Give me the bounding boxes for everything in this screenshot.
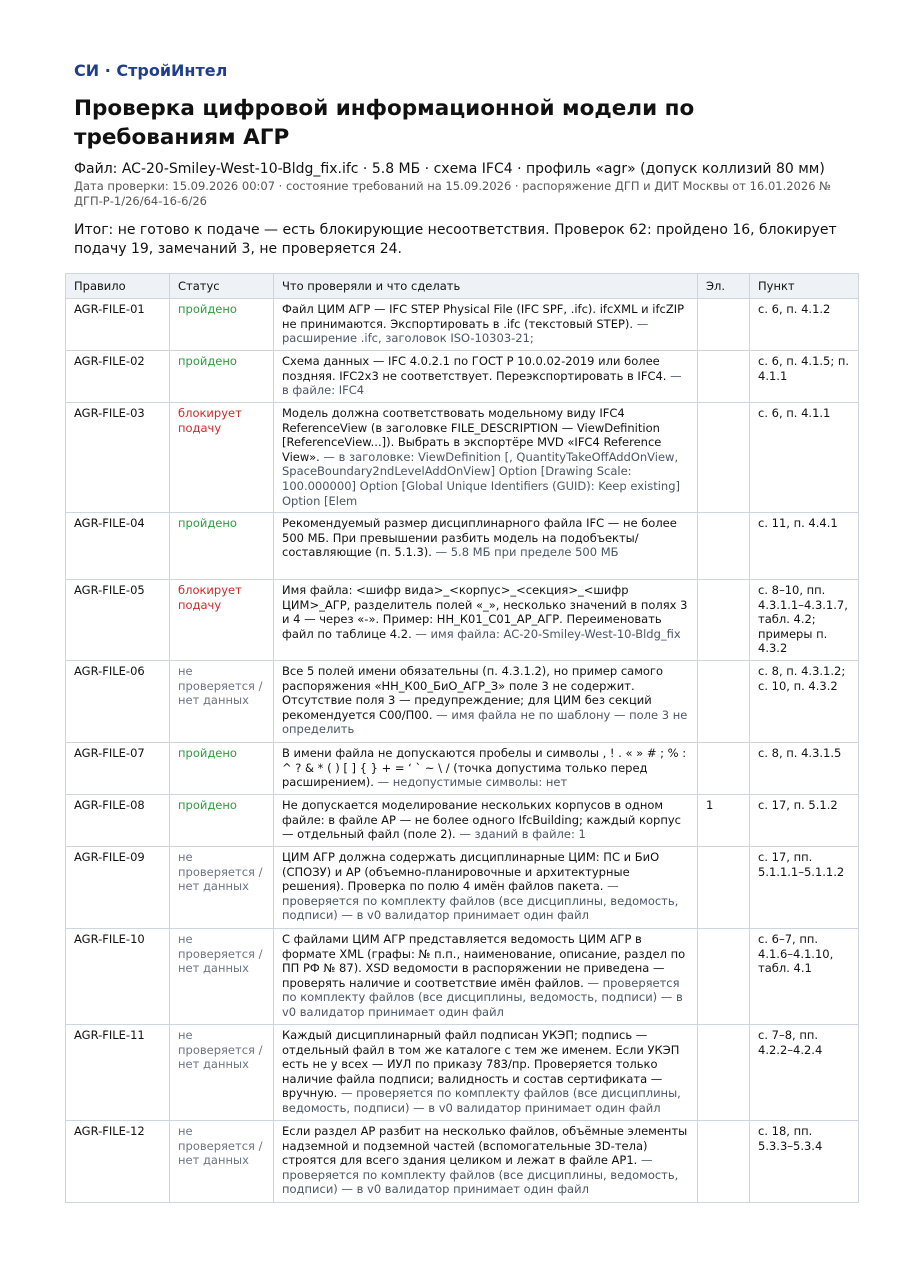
table-row — [66, 299, 859, 351]
clause-ref: с. 8, п. 4.3.1.2; с. 10, п. 4.3.2 — [750, 661, 859, 743]
status-badge: пройдено — [170, 351, 274, 403]
rule-id: AGR-FILE-05 — [66, 580, 170, 661]
table-row — [66, 351, 859, 403]
summary-text: Итог: не готово к подаче — есть блокирующие несоответствия. Проверок 62: пройдено 16, блокирует подачу 19, замечаний 3, не проверяется 24. — [74, 222, 837, 257]
status-badge: пройдено — [170, 513, 274, 580]
col-header-status: Статус — [170, 274, 274, 299]
clause-ref: с. 6, п. 4.1.1 — [750, 403, 859, 513]
check-description — [274, 299, 698, 351]
table-row — [66, 403, 859, 513]
check-requirement: Все 5 полей имени обязательны (п. 4.3.1.2), но пример самого распоряжения «НН_К00_БиО_АГР_З» поле 3 не содержит. Отсутствие поля 3 — предупреждение; для ЦИМ без секций рекомендуется С00/П00. — [282, 664, 663, 722]
check-evidence: — 5.8 МБ при пределе 500 МБ — [431, 545, 619, 560]
col-header-clause: Пункт — [750, 274, 859, 299]
clause-ref: с. 17, п. 5.1.2 — [750, 795, 859, 847]
table-row — [66, 743, 859, 795]
col-header-what: Что проверяли и что сделать — [274, 274, 698, 299]
check-description — [274, 1025, 698, 1121]
table-row — [66, 661, 859, 743]
element-count: 1 — [698, 795, 750, 847]
rule-id: AGR-FILE-03 — [66, 403, 170, 513]
col-header-el: Эл. — [698, 274, 750, 299]
check-description — [274, 847, 698, 929]
status-badge: пройдено — [170, 299, 274, 351]
check-evidence: — имя файла не по шаблону — поле 3 не определить — [282, 707, 688, 737]
element-count — [698, 351, 750, 403]
col-header-rule: Правило — [66, 274, 170, 299]
clause-ref: с. 7–8, пп. 4.2.2–4.2.4 — [750, 1025, 859, 1121]
element-count — [698, 661, 750, 743]
check-requirement: Схема данных — IFC 4.0.2.1 по ГОСТ Р 10.0.02-2019 или более поздняя. IFC2x3 не соответствует. Переэкспортировать в IFC4. — [282, 354, 667, 383]
rule-id: AGR-FILE-11 — [66, 1025, 170, 1121]
clause-ref: с. 6, п. 4.1.2 — [750, 299, 859, 351]
status-badge: не проверяется / нет данных — [170, 1025, 274, 1121]
brand-logo: СИ · СтройИнтел — [74, 61, 228, 80]
rule-id: AGR-FILE-01 — [66, 299, 170, 351]
check-requirement: Имя файла: <шифр вида>_<корпус>_<секция>_<шифр ЦИМ>_АГР, разделитель полей «_», несколько значений в полях 3 и 4 — через «-». Пример: НН_К01_С01_АР_АГР. Переименовать файл по таблице 4.2. — [282, 583, 688, 641]
check-evidence: — в файле: IFC4 — [282, 368, 682, 398]
check-meta: Дата проверки: 15.09.2026 00:07 · состояние требований на 15.09.2026 · распоряжение ДГП и ДИТ Москвы от 16.01.2026 № ДГП-Р-1/26/64-16-6/26 — [74, 179, 832, 208]
table-row — [66, 1121, 859, 1203]
status-badge: не проверяется / нет данных — [170, 1121, 274, 1203]
checks-table — [65, 273, 859, 1203]
check-description — [274, 795, 698, 847]
rule-id: AGR-FILE-10 — [66, 929, 170, 1025]
check-description — [274, 743, 698, 795]
element-count — [698, 1121, 750, 1203]
check-requirement: Файл ЦИМ АГР — IFC STEP Physical File (IFC SPF, .ifc). ifcXML и ifcZIP не принимаются. Экспортировать в .ifc (текстовый STEP). — [282, 302, 685, 331]
element-count — [698, 513, 750, 580]
check-requirement: Не допускается моделирование нескольких корпусов в одном файле: в файле АР — не более одного IfcBuilding; каждый корпус — отдельный файл (поле 2). — [282, 798, 681, 842]
status-badge: не проверяется / нет данных — [170, 847, 274, 929]
element-count — [698, 743, 750, 795]
table-row — [66, 513, 859, 580]
check-description — [274, 929, 698, 1025]
table-row — [66, 1025, 859, 1121]
check-evidence: — проверяется по комплекту файлов (все дисциплины, ведомость, подписи) — в v0 валидатор принимает один файл — [282, 975, 683, 1019]
check-description — [274, 661, 698, 743]
status-badge: пройдено — [170, 795, 274, 847]
status-badge: блокирует подачу — [170, 403, 274, 513]
element-count — [698, 580, 750, 661]
page-title: Проверка цифровой информационной модели по требованиям АГР — [74, 96, 695, 150]
clause-ref: с. 18, пп. 5.3.3–5.3.4 — [750, 1121, 859, 1203]
element-count — [698, 299, 750, 351]
table-row — [66, 929, 859, 1025]
rule-id: AGR-FILE-09 — [66, 847, 170, 929]
check-requirement: Модель должна соответствовать модельному виду IFC4 ReferenceView (в заголовке FILE_DESCRIPTION — ViewDefinition [ReferenceView...]). Выбрать в экспортёре MVD «IFC4 Reference View». — [282, 406, 662, 464]
check-description — [274, 1121, 698, 1203]
check-description — [274, 513, 698, 580]
status-badge: пройдено — [170, 743, 274, 795]
rule-id: AGR-FILE-04 — [66, 513, 170, 580]
check-evidence: — зданий в файле: 1 — [455, 827, 586, 842]
rule-id: AGR-FILE-02 — [66, 351, 170, 403]
element-count — [698, 1025, 750, 1121]
status-badge: не проверяется / нет данных — [170, 661, 274, 743]
clause-ref: с. 17, пп. 5.1.1.1–5.1.1.2 — [750, 847, 859, 929]
check-requirement: В имени файла не допускаются пробелы и символы , ! . « » # ; % : ^ ? & * ( ) [ ] { } + = ‘ ` ~ \ / (точка допустима только перед расширением). — [282, 746, 687, 790]
table-row — [66, 847, 859, 929]
table-row — [66, 580, 859, 661]
check-description — [274, 351, 698, 403]
rule-id: AGR-FILE-06 — [66, 661, 170, 743]
table-row — [66, 795, 859, 847]
file-info: Файл: AC-20-Smiley-West-10-Bldg_fix.ifc · 5.8 МБ · схема IFC4 · профиль «agr» (допуск коллизий 80 мм) — [74, 161, 825, 177]
check-evidence: — проверяется по комплекту файлов (все дисциплины, ведомость, подписи) — в v0 валидатор принимает один файл — [282, 879, 679, 923]
table-header-row — [66, 274, 859, 299]
check-evidence: — имя файла: AC-20-Smiley-West-10-Bldg_fix — [411, 626, 681, 641]
rule-id: AGR-FILE-08 — [66, 795, 170, 847]
check-evidence: — в заголовке: ViewDefinition [, QuantityTakeOffAddOnView, SpaceBoundary2ndLevelAddOnView] Option [Drawing Scale: 100.000000] Option [Global Unique Identifiers (GUID): Keep existing] Option [Elem — [282, 449, 680, 508]
check-requirement: С файлами ЦИМ АГР представляется ведомость ЦИМ АГР в формате XML (графы: № п.п., наименование, описание, раздел по ПП РФ № 87). XSD ведомости в распоряжении не приведена — проверять наличие и соответствие имён файлов. — [282, 932, 686, 990]
check-requirement: Рекомендуемый размер дисциплинарного файла IFC — не более 500 МБ. При превышении разбить модель на подобъекты/составляющие (п. 5.1.3). — [282, 516, 677, 560]
status-badge: не проверяется / нет данных — [170, 929, 274, 1025]
check-description — [274, 580, 698, 661]
clause-ref: с. 6–7, пп. 4.1.6–4.1.10, табл. 4.1 — [750, 929, 859, 1025]
element-count — [698, 847, 750, 929]
rule-id: AGR-FILE-12 — [66, 1121, 170, 1203]
check-evidence: — расширение .ifc, заголовок ISO-10303-21; — [282, 316, 649, 346]
element-count — [698, 929, 750, 1025]
check-evidence: — проверяется по комплекту файлов (все дисциплины, ведомость, подписи) — в v0 валидатор принимает один файл — [282, 1086, 681, 1115]
clause-ref: с. 8–10, пп. 4.3.1.1–4.3.1.7, табл. 4.2; примеры п. 4.3.2 — [750, 580, 859, 661]
status-badge: блокирует подачу — [170, 580, 274, 661]
check-requirement: ЦИМ АГР должна содержать дисциплинарные ЦИМ: ПС и БиО (СПОЗУ) и АР (объемно-планировочные и архитектурные решения). Проверка по полю 4 имён файлов пакета. — [282, 850, 660, 894]
check-requirement: Если раздел АР разбит на несколько файлов, объёмные элементы надземной и подземной частей (вспомогательные 3D-тела) строятся для всего здания целиком и лежат в файле АР1. — [282, 1124, 688, 1168]
check-requirement: Каждый дисциплинарный файл подписан УКЭП; подпись — отдельный файл в том же каталоге с тем же именем. Если УКЭП есть не у всех — ИУЛ по приказу 783/пр. Проверяется только наличие файла подписи; валидность и состав сертификата — вручную. — [282, 1028, 680, 1101]
clause-ref: с. 8, п. 4.3.1.5 — [750, 743, 859, 795]
check-evidence: — проверяется по комплекту файлов (все дисциплины, ведомость, подписи) — в v0 валидатор принимает один файл — [282, 1153, 679, 1197]
clause-ref: с. 11, п. 4.4.1 — [750, 513, 859, 580]
rule-id: AGR-FILE-07 — [66, 743, 170, 795]
clause-ref: с. 6, п. 4.1.5; п. 4.1.1 — [750, 351, 859, 403]
check-evidence: — недопустимые символы: нет — [373, 775, 568, 790]
check-description — [274, 403, 698, 513]
element-count — [698, 403, 750, 513]
report-page — [0, 0, 910, 259]
